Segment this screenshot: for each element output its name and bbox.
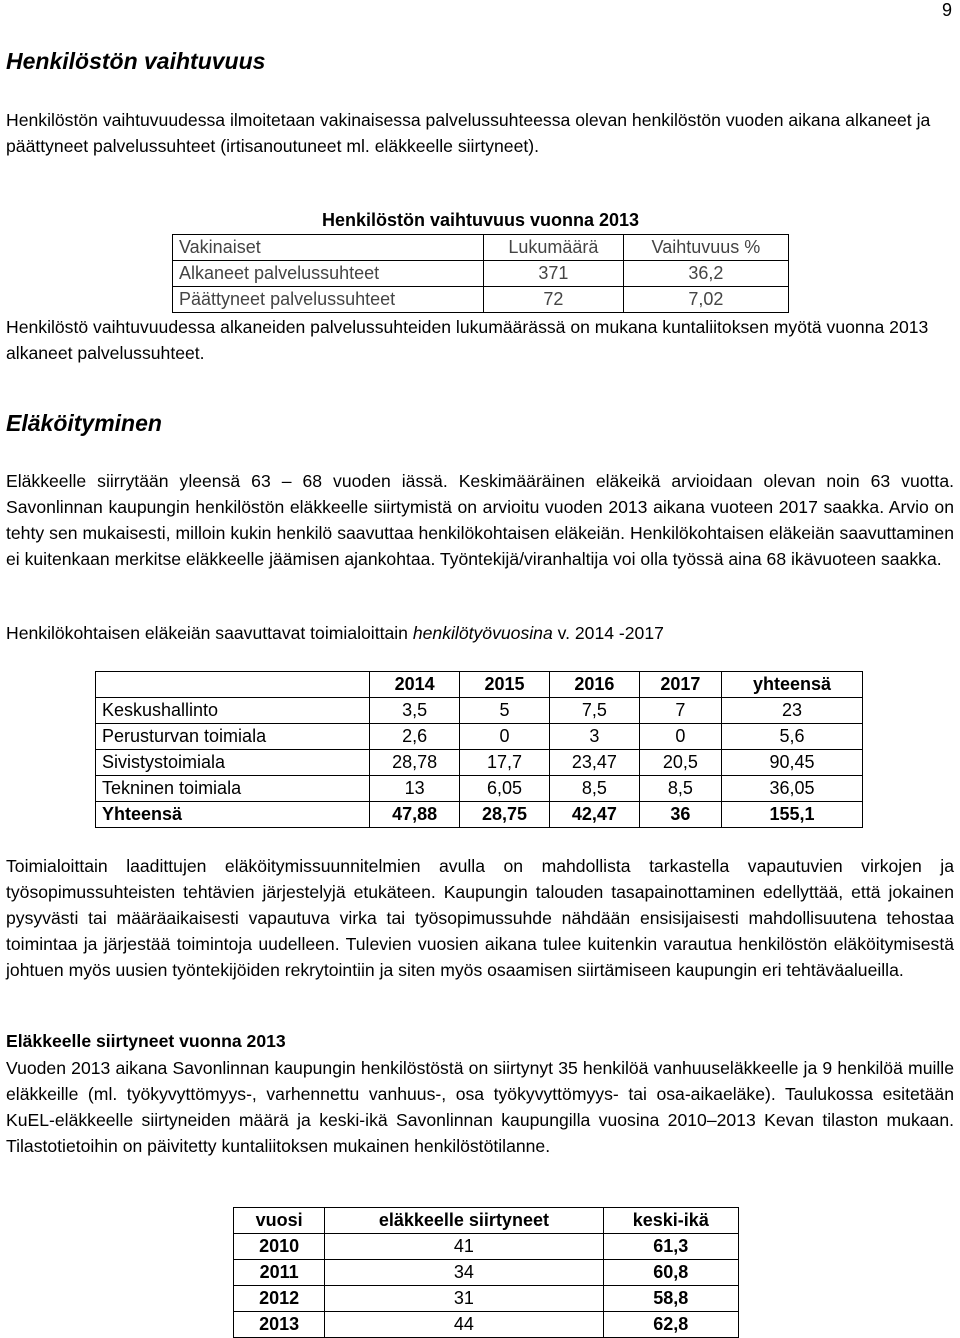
table-cell: 41 <box>325 1234 603 1260</box>
table-cell: 371 <box>483 261 623 287</box>
turnover-intro: Henkilöstön vaihtuvuudessa ilmoitetaan vakinaisessa palvelussuhteessa olevan henkilöstön vuoden aikana alkaneet ja päättyneet palvelussuhteet (irtisanoutuneet ml. eläkkeelle siirtyneet). <box>6 110 931 156</box>
table-cell: 8,5 <box>549 776 639 802</box>
table-row <box>96 724 863 750</box>
table-cell: Tekninen toimiala <box>96 776 370 802</box>
table-row <box>234 1312 739 1338</box>
table-header: Vaihtuvuus % <box>623 235 788 261</box>
table-header-row <box>96 672 863 698</box>
table-cell: 8,5 <box>639 776 721 802</box>
table-cell: 36,2 <box>623 261 788 287</box>
table-cell: 155,1 <box>721 802 862 828</box>
table-cell: 36 <box>639 802 721 828</box>
table-row <box>234 1234 739 1260</box>
table-cell: 2010 <box>234 1234 325 1260</box>
turnover-note: Henkilöstö vaihtuvuudessa alkaneiden palvelussuhteiden lukumäärässä on mukana kuntaliitoksen myötä vuonna 2013 alkaneet palvelussuhteet. <box>6 317 929 363</box>
table-cell: 90,45 <box>721 750 862 776</box>
table-cell: 17,7 <box>460 750 550 776</box>
table-cell: Päättyneet palvelussuhteet <box>173 287 484 313</box>
table-cell: 23 <box>721 698 862 724</box>
table-cell: 7,02 <box>623 287 788 313</box>
table-cell: 31 <box>325 1286 603 1312</box>
table-cell: 28,75 <box>460 802 550 828</box>
table-cell: 44 <box>325 1312 603 1338</box>
retirement-caption <box>6 620 954 646</box>
table-total-row <box>96 802 863 828</box>
table-header: 2014 <box>370 672 460 698</box>
table-row <box>234 1260 739 1286</box>
table-cell: Perusturvan toimiala <box>96 724 370 750</box>
table-header: yhteensä <box>721 672 862 698</box>
table-cell: 5 <box>460 698 550 724</box>
table-cell: 23,47 <box>549 750 639 776</box>
table-cell: 7 <box>639 698 721 724</box>
table-cell: 28,78 <box>370 750 460 776</box>
table-cell: 0 <box>460 724 550 750</box>
caption-italic: henkilötyövuosina <box>412 623 553 643</box>
table-row <box>96 750 863 776</box>
table-row <box>173 287 789 313</box>
caption-text: Henkilökohtaisen eläkeiän saavuttavat toimialoittain <box>6 623 413 643</box>
heading-turnover: Henkilöstön vaihtuvuus <box>6 48 266 74</box>
table-header: 2015 <box>460 672 550 698</box>
table-cell: Alkaneet palvelussuhteet <box>173 261 484 287</box>
table-header-row <box>173 235 789 261</box>
table-row <box>96 698 863 724</box>
table-cell: Yhteensä <box>96 802 370 828</box>
table-cell: 13 <box>370 776 460 802</box>
page-number: 9 <box>941 0 952 20</box>
table-row <box>234 1286 739 1312</box>
table-cell: 60,8 <box>603 1260 738 1286</box>
table-cell: 6,05 <box>460 776 550 802</box>
table-header: keski-ikä <box>603 1208 738 1234</box>
table-cell: 34 <box>325 1260 603 1286</box>
table-row <box>96 776 863 802</box>
table-cell: Sivistystoimiala <box>96 750 370 776</box>
retired-para: Vuoden 2013 aikana Savonlinnan kaupungin henkilöstöstä on siirtynyt 35 henkilöä vanhuuseläkkeelle ja 9 henkilöä muille eläkkeille (ml. työkyvyttömyys-, varhennettu vanhuus-, osa työkyvyttömyys- tai osa-aikaeläke). Taulukossa esitetään KuEL-eläkkeelle siirtyneiden määrä ja keski-ikä Savonlinnan kaupungilla vuosina 2010–2013 Kevan tilaston mukaan. Tilastotietoihin on päivitetty kuntaliitoksen mukainen henkilöstötilanne. <box>6 1058 954 1156</box>
table-row <box>173 261 789 287</box>
table-header: eläkkeelle siirtyneet <box>325 1208 603 1234</box>
table-cell: Keskushallinto <box>96 698 370 724</box>
table-cell: 72 <box>483 287 623 313</box>
table-header-row <box>234 1208 739 1234</box>
table-cell: 0 <box>639 724 721 750</box>
table-cell: 61,3 <box>603 1234 738 1260</box>
table-cell: 2011 <box>234 1260 325 1286</box>
table-cell: 20,5 <box>639 750 721 776</box>
caption-years: v. 2014 -2017 <box>552 623 664 643</box>
table-header <box>96 672 370 698</box>
retirement-table <box>95 671 863 828</box>
table-header: vuosi <box>234 1208 325 1234</box>
table-header: Lukumäärä <box>483 235 623 261</box>
table-cell: 62,8 <box>603 1312 738 1338</box>
table-cell: 58,8 <box>603 1286 738 1312</box>
heading-retirement: Eläköityminen <box>6 410 162 436</box>
table-cell: 7,5 <box>549 698 639 724</box>
retired-table <box>233 1207 739 1338</box>
turnover-table-title: Henkilöstön vaihtuvuus vuonna 2013 <box>321 210 640 230</box>
table-header: 2017 <box>639 672 721 698</box>
table-header: 2016 <box>549 672 639 698</box>
table-cell: 5,6 <box>721 724 862 750</box>
table-cell: 2,6 <box>370 724 460 750</box>
table-header: Vakinaiset <box>173 235 484 261</box>
table-cell: 3 <box>549 724 639 750</box>
heading-retired-2013: Eläkkeelle siirtyneet vuonna 2013 <box>6 1031 286 1051</box>
table-cell: 47,88 <box>370 802 460 828</box>
table-cell: 36,05 <box>721 776 862 802</box>
table-cell: 2012 <box>234 1286 325 1312</box>
turnover-table <box>172 207 789 313</box>
retirement-para: Eläkkeelle siirrytään yleensä 63 – 68 vuoden iässä. Keskimääräinen eläkeikä arvioidaan olevan noin 63 vuotta. Savonlinnan kaupungin henkilöstön eläkkeelle siirtymistä on arvioitu vuoden 2013 aikana vuoteen 2017 saakka. Arvio on tehty sen mukaisesti, milloin kukin henkilö saavuttaa henkilökohtaisen eläkeiän. Henkilökohtaisen eläkeiän saavuttaminen ei kuitenkaan merkitse eläkkeelle jäämisen ajankohtaa. Työntekijä/viranhaltija voi olla työssä aina 68 ikävuoteen saakka. <box>6 471 954 569</box>
table-cell: 3,5 <box>370 698 460 724</box>
planning-para: Toimialoittain laadittujen eläköitymissuunnitelmien avulla on mahdollista tarkastella vapautuvien virkojen ja työsopimussuhteisten tehtävien järjestelyjä etukäteen. Kaupungin talouden tasapainottaminen edellyttää, että jokainen pysyvästi tai määräaikaisesti vapautuva virka tai työsopimussuhde nähdään ensisijaisesti mahdollisuutena tehostaa toimintaa ja järjestää toimintoja uudelleen. Tulevien vuosien aikana tulee kuitenkin varautua henkilöstön eläköitymisestä johtuen myös uusien työntekijöiden rekrytointiin ja siten myös osaamisen siirtämiseen kaupungin eri tehtäväalueilla. <box>6 856 954 980</box>
table-cell: 2013 <box>234 1312 325 1338</box>
table-cell: 42,47 <box>549 802 639 828</box>
